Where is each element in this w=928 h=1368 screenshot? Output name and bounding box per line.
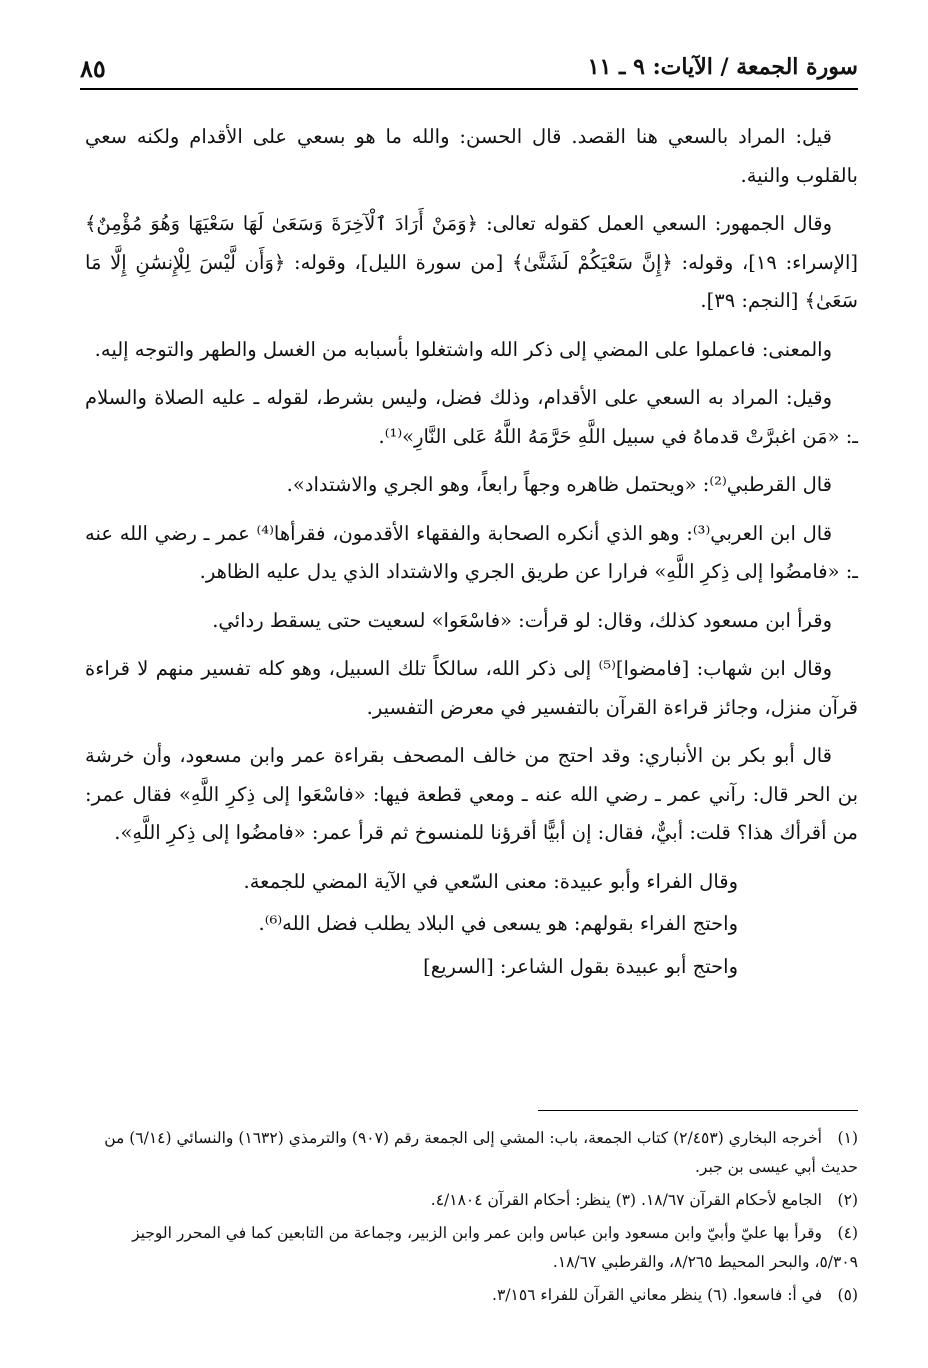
paragraph-3: والمعنى: فاعملوا على المضي إلى ذكر الله واشتغلوا بأسبابه من الغسل والطهر والتوجه إليه. (94, 337, 832, 361)
footnote-number: (٥) (837, 1286, 858, 1304)
paragraph-5: قال القرطبي⁽²⁾: «ويحتمل ظاهره وجهاً رابعاً، وهو الجري والاشتداد». (286, 473, 832, 496)
page-header (80, 50, 858, 90)
footnote-4 (85, 1281, 858, 1310)
paragraph-4: وقيل: المراد به السعي على الأقدام، وذلك فضل، وليس بشرط، لقوله ـ عليه الصلاة والسلام ـ: «مَن اغبرَّتْ قدماهُ في سبيل اللَّهِ حَرَّمَهُ اللَّهُ عَلى النَّارِ»⁽¹⁾. (85, 386, 858, 448)
page-number: ٨٥ (80, 54, 106, 83)
footnote-number: (٤) (837, 1224, 858, 1242)
main-text (85, 118, 858, 992)
footnote-number: (١) (837, 1129, 858, 1147)
paragraph-12: واحتج أبو عبيدة بقول الشاعر: [السريع] (423, 954, 738, 978)
footnote-1 (85, 1124, 858, 1182)
footnote-text: في أ: فاسعوا. (٦) ينظر معاني القرآن للفراء ٣/١٥٦. (492, 1286, 822, 1304)
running-title: سورة الجمعة / الآيات: ٩ ـ ١١ (587, 54, 858, 80)
footnote-text: وقرأ بها عليّ وأبيّ وابن مسعود وابن عباس وابن عمر وابن الزبير، وجماعة من التابعين كما في المحرر الوجيز ٥/٣٠٩، والبحر المحيط ٨/٢٦٥، والقرطبي ١٨/٦٧. (132, 1224, 858, 1271)
paragraph-1: قيل: المراد بالسعي هنا القصد. قال الحسن: والله ما هو بسعي على الأقدام ولكنه سعي بالقلوب والنية. (85, 125, 858, 187)
paragraph-9: قال أبو بكر بن الأنباري: وقد احتج من خالف المصحف بقراءة عمر وابن مسعود، وأن خرشة بن الحر قال: رآني عمر ـ رضي الله عنه ـ ومعي قطعة فيها: «فاسْعَوا إلى ذِكرِ اللَّهِ» فقال عمر: من أقرأك هذا؟ قلت: أبيٌّ، فقال: إن أبيًّا أقرؤنا للمنسوخ ثم قرأ عمر: «فامضُوا إلى ذِكرِ اللَّهِ». (85, 744, 858, 844)
footnote-2 (85, 1186, 858, 1215)
paragraph-8: وقال ابن شهاب: [فامضوا]⁽⁵⁾ إلى ذكر الله، سالكاً تلك السبيل، وهو كله تفسير منهم لا قراءة قرآن منزل، وجائز قراءة القرآن بالتفسير في معرض التفسير. (85, 657, 858, 719)
paragraph-7: وقرأ ابن مسعود كذلك، وقال: لو قرأت: «فاسْعَوا» لسعيت حتى يسقط ردائي. (212, 608, 832, 632)
footnote-3 (85, 1219, 858, 1277)
paragraph-6: قال ابن العربي⁽³⁾: وهو الذي أنكره الصحابة والفقهاء الأقدمون، فقرأها⁽⁴⁾ عمر ـ رضي الله عنه ـ: «فامضُوا إلى ذِكرِ اللَّهِ» فرارا عن طريق الجري والاشتداد الذي يدل عليه الظاهر. (85, 521, 858, 583)
paragraph-11: واحتج الفراء بقولهم: هو يسعى في البلاد يطلب فضل الله⁽⁶⁾. (258, 912, 738, 935)
footnotes (85, 1124, 858, 1314)
footnote-separator (538, 1110, 858, 1111)
paragraph-2: وقال الجمهور: السعي العمل كقوله تعالى: ﴿وَمَنْ أَرَادَ ٱلْآخِرَةَ وَسَعَىٰ لَهَا سَعْيَهَا وَهُوَ مُؤْمِنٌ﴾ [الإسراء: ١٩]، وقوله: ﴿إِنَّ سَعْيَكُمْ لَشَتَّىٰ﴾ [من سورة الليل]، وقوله: ﴿وَأَن لَّيْسَ لِلْإِنسَٰنِ إِلَّا مَا سَعَىٰ﴾ [النجم: ٣٩]. (85, 212, 858, 312)
footnote-text: أخرجه البخاري (٢/٤٥٣) كتاب الجمعة، باب: المشي إلى الجمعة رقم (٩٠٧) والترمذي (١٦٣٢) والنسائي (٦/١٤) من حديث أبي عيسى بن جبر. (104, 1129, 858, 1176)
footnote-number: (٢) (837, 1191, 858, 1209)
paragraph-10: وقال الفراء وأبو عبيدة: معنى السّعي في الآية المضي للجمعة. (243, 869, 738, 893)
header-rule (80, 88, 858, 90)
footnote-text: الجامع لأحكام القرآن ١٨/٦٧. (٣) ينظر: أحكام القرآن ٤/١٨٠٤. (430, 1191, 822, 1209)
